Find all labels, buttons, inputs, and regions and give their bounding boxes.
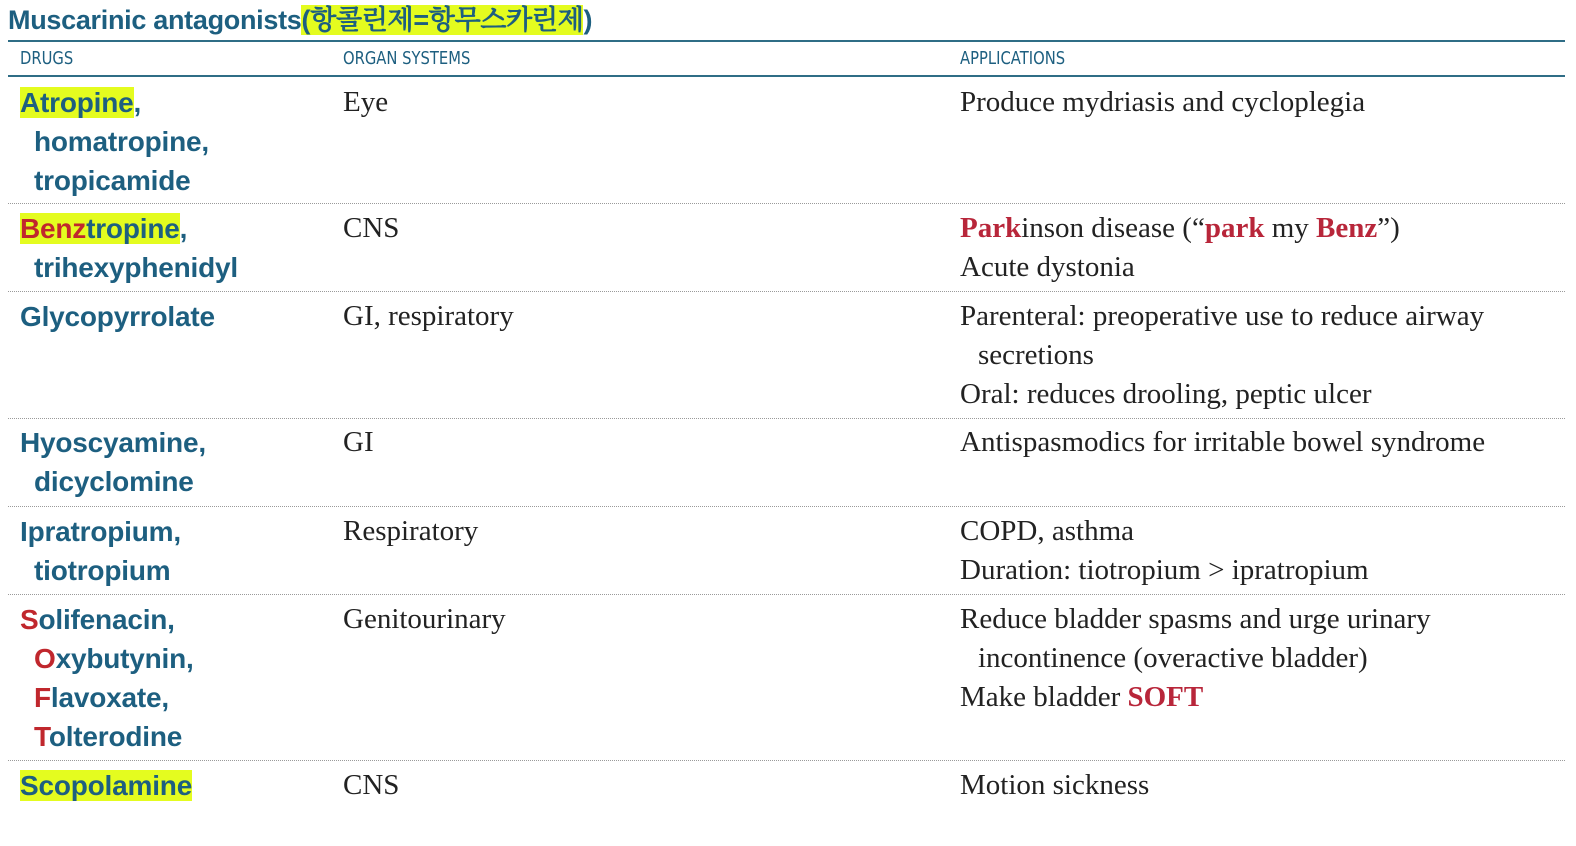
application-cell <box>960 297 1484 414</box>
mnemonic-letter: T <box>34 721 49 752</box>
mnemonic-text: Benz <box>1316 212 1378 244</box>
title-korean: 항콜린제=항무스카린제 <box>310 5 584 35</box>
application-text: Reduce bladder spasms and urge urinary <box>960 603 1431 635</box>
drug-name: trihexyphenidyl <box>34 252 238 283</box>
application-cell <box>960 766 1149 805</box>
title-paren-open: ( <box>301 5 311 35</box>
mnemonic-text: Park <box>960 212 1022 244</box>
page-title <box>8 2 592 38</box>
mnemonic-letter: O <box>34 643 56 674</box>
organ-system: CNS <box>343 769 400 801</box>
title-text: Muscarinic antagonists <box>8 5 302 35</box>
organ-system: Genitourinary <box>343 603 506 635</box>
drug-name <box>20 766 340 805</box>
drug-name <box>20 83 340 122</box>
organ-cell <box>343 600 506 639</box>
drug-name: Glycopyrrolate <box>20 301 215 332</box>
drug-comma: , <box>133 87 142 118</box>
application-text: secretions <box>978 339 1094 371</box>
drug-cell <box>20 297 340 336</box>
mnemonic-letters: Benz <box>20 213 87 244</box>
table-row <box>8 600 1565 761</box>
drug-name: tropicamide <box>34 165 191 196</box>
drug-name: Hyoscyamine, <box>20 427 206 458</box>
organ-cell <box>343 512 478 551</box>
title-paren-close: ) <box>583 5 593 35</box>
application-cell <box>960 423 1485 462</box>
application-text: Produce mydriasis and cycloplegia <box>960 86 1366 118</box>
drug-highlight: Atropine <box>20 87 134 118</box>
organ-system: GI, respiratory <box>343 300 514 332</box>
drug-name: tiotropium <box>34 555 171 586</box>
organ-system: GI <box>343 426 374 458</box>
application-fragment: ”) <box>1377 212 1400 244</box>
drug-name <box>20 209 340 248</box>
application-fragment: inson disease (“ <box>1021 212 1205 244</box>
application-text: incontinence (overactive bladder) <box>978 642 1368 674</box>
table-row <box>8 209 1565 292</box>
organ-cell <box>343 423 374 462</box>
title-korean-highlight <box>301 5 583 35</box>
drug-cell <box>20 423 340 501</box>
table-row <box>8 512 1565 595</box>
table-row <box>8 83 1565 204</box>
application-text: Antispasmodics for irritable bowel syndrome <box>960 426 1486 458</box>
header-drugs: DRUGS <box>20 48 74 69</box>
application-cell <box>960 600 1431 717</box>
organ-cell <box>343 209 399 248</box>
drug-cell <box>20 600 340 756</box>
drug-name <box>20 639 340 678</box>
application-text: Duration: tiotropium > ipratropium <box>960 554 1369 586</box>
organ-system: CNS <box>343 212 400 244</box>
drug-name <box>20 600 340 639</box>
application-text <box>960 678 1431 717</box>
drug-highlight: Scopolamine <box>20 770 193 801</box>
mnemonic-text: SOFT <box>1127 681 1204 713</box>
mnemonic-letter: S <box>20 604 39 635</box>
application-text: Motion sickness <box>960 769 1150 801</box>
application-cell <box>960 83 1365 122</box>
drug-cell <box>20 512 340 590</box>
mnemonic-text: park <box>1204 212 1265 244</box>
table-header <box>8 42 1565 77</box>
drug-comma: , <box>179 213 188 244</box>
drug-cell <box>20 209 340 287</box>
organ-system: Eye <box>343 86 389 118</box>
application-fragment: my <box>1264 212 1317 244</box>
table-row <box>8 423 1565 507</box>
application-cell <box>960 209 1400 287</box>
drug-name: dicyclomine <box>34 466 194 497</box>
organ-system: Respiratory <box>343 515 479 547</box>
drug-name-rest: tropine <box>86 213 180 244</box>
application-text: Parenteral: preoperative use to reduce airway <box>960 300 1485 332</box>
application-fragment: Make bladder <box>960 681 1128 713</box>
drug-cell <box>20 766 340 805</box>
application-text: COPD, asthma <box>960 515 1134 547</box>
drug-name-rest: olifenacin, <box>38 604 175 635</box>
table-row <box>8 297 1565 419</box>
header-applications: APPLICATIONS <box>960 48 1066 69</box>
drug-name: Ipratropium, <box>20 516 181 547</box>
organ-cell <box>343 297 514 336</box>
drug-highlight <box>20 213 180 244</box>
drug-name-rest: xybutynin, <box>55 643 194 674</box>
application-cell <box>960 512 1369 590</box>
drug-name <box>20 717 340 756</box>
drug-cell <box>20 83 340 200</box>
application-text <box>960 209 1400 248</box>
header-organ-systems: ORGAN SYSTEMS <box>343 48 471 69</box>
organ-cell <box>343 766 399 805</box>
application-text: Acute dystonia <box>960 251 1135 283</box>
drug-name-rest: olterodine <box>48 721 183 752</box>
drug-name-rest: lavoxate, <box>50 682 169 713</box>
application-text: Oral: reduces drooling, peptic ulcer <box>960 378 1372 410</box>
mnemonic-letter: F <box>34 682 51 713</box>
drug-name <box>20 678 340 717</box>
table-row <box>8 766 1565 826</box>
drug-name: homatropine, <box>34 126 209 157</box>
organ-cell <box>343 83 388 122</box>
